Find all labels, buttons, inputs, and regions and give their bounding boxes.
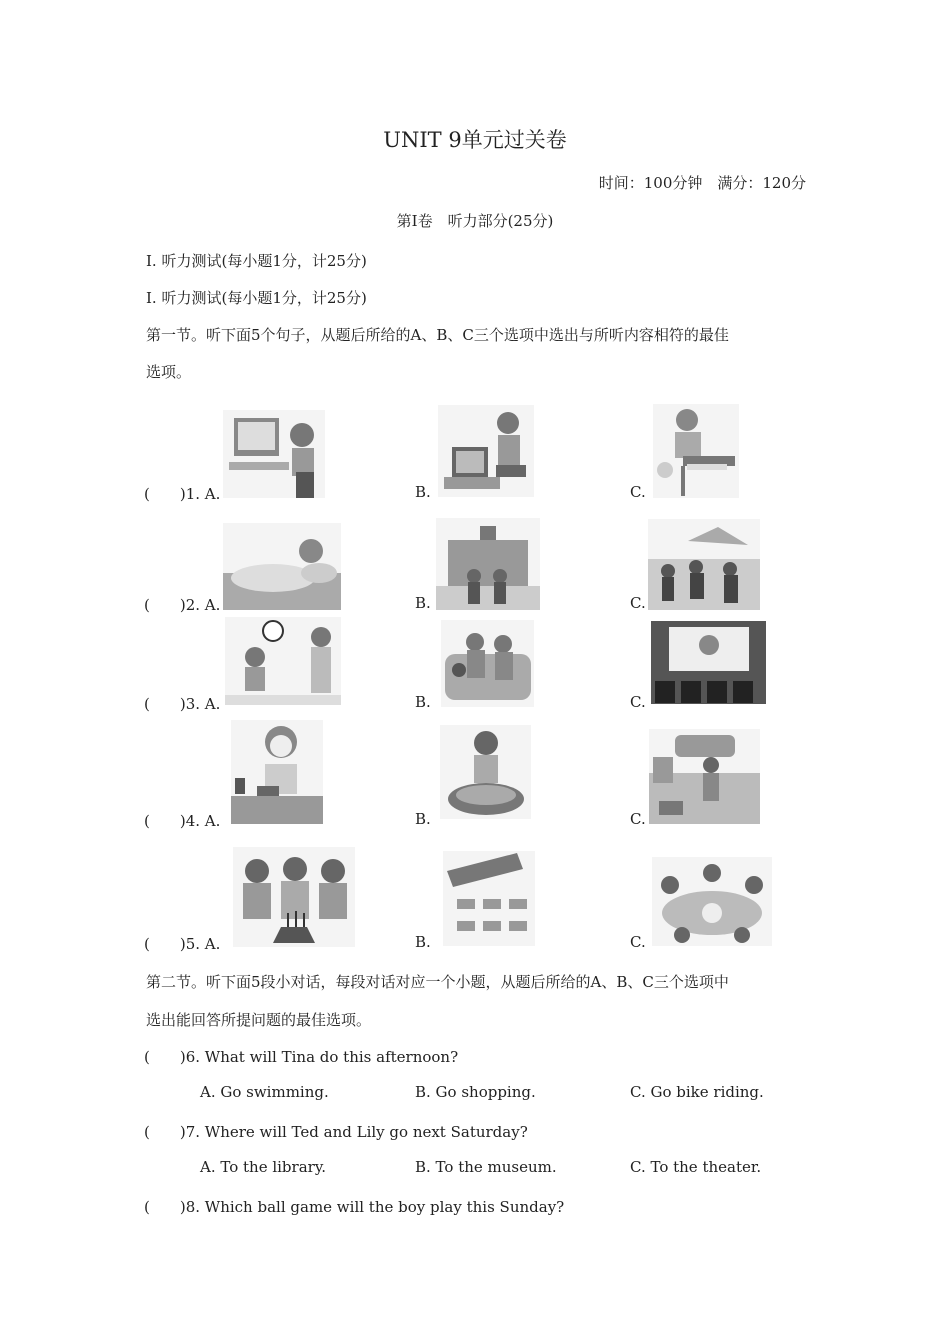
time-score-info: 时间：100分钟 满分：120分: [598, 174, 806, 192]
q2-picture-a-person-in-bed: [223, 523, 341, 610]
question-6-option-c: C. Go bike riding.: [630, 1083, 764, 1101]
question-5-label: ( )5. A.: [144, 935, 221, 953]
section1-instruction-line1: 第一节。听下面5个句子，从题后所给的A、B、C三个选项中选出与所听内容相符的最佳: [146, 326, 729, 344]
q1-picture-c-boy-at-piano: [653, 404, 739, 498]
question-4-label: ( )4. A.: [144, 812, 221, 830]
q3-picture-b-family-on-sofa: [441, 620, 534, 707]
section-heading: Ⅰ. 听力测试(每小题1分，计25分): [146, 252, 367, 270]
q5-picture-b-classroom: [443, 851, 535, 946]
q4-picture-b-girl-washing-clothes: [440, 725, 531, 819]
q1-picture-a-boy-at-computer: [223, 410, 325, 498]
question-3-label: ( )3. A.: [144, 695, 221, 713]
question-4-option-b-label: B.: [415, 810, 431, 828]
question-1-option-b-label: B.: [415, 483, 431, 501]
question-6-text: ( )6. What will Tina do this afternoon?: [144, 1048, 459, 1066]
question-5-option-c-label: C.: [630, 933, 646, 951]
question-1-option-c-label: C.: [630, 483, 646, 501]
section2-instruction-line2: 选出能回答所提问题的最佳选项。: [146, 1011, 372, 1029]
question-6-option-a: A. Go swimming.: [200, 1083, 329, 1101]
q5-picture-c-family-dinner: [652, 857, 772, 946]
question-7-option-a: A. To the library.: [200, 1158, 327, 1176]
page-title: UNIT 9单元过关卷: [383, 128, 567, 152]
question-7-option-c: C. To the theater.: [630, 1158, 762, 1176]
q2-picture-b-kids-going-to-school: [436, 518, 540, 610]
section-heading-repeat: Ⅰ. 听力测试(每小题1分，计25分): [146, 289, 367, 307]
question-7-option-b: B. To the museum.: [415, 1158, 557, 1176]
q3-picture-c-movie-theater: [651, 621, 766, 704]
question-1-label: ( )1. A.: [144, 485, 221, 503]
section2-instruction-line1: 第二节。听下面5段小对话，每段对话对应一个小题，从题后所给的A、B、C三个选项中: [146, 973, 729, 991]
question-5-option-b-label: B.: [415, 933, 431, 951]
question-2-option-b-label: B.: [415, 594, 431, 612]
q1-picture-b-boy-watching-tv: [438, 405, 534, 497]
question-7-text: ( )7. Where will Ted and Lily go next Saturday?: [144, 1123, 528, 1141]
part-title: 第Ⅰ卷 听力部分(25分): [396, 212, 554, 230]
q2-picture-c-group-hiking: [648, 519, 760, 610]
section1-instruction-line2: 选项。: [146, 363, 192, 381]
question-6-option-b: B. Go shopping.: [415, 1083, 536, 1101]
q5-picture-a-birthday-party: [233, 847, 355, 947]
q4-picture-a-woman-cooking: [231, 720, 323, 824]
question-3-option-b-label: B.: [415, 693, 431, 711]
question-3-option-c-label: C.: [630, 693, 646, 711]
q3-picture-a-boy-playing-soccer: [225, 617, 341, 705]
q4-picture-c-girl-cleaning-room: [649, 729, 760, 824]
question-8-text: ( )8. Which ball game will the boy play this Sunday?: [144, 1198, 565, 1216]
question-2-option-c-label: C.: [630, 594, 646, 612]
question-2-label: ( )2. A.: [144, 596, 221, 614]
question-4-option-c-label: C.: [630, 810, 646, 828]
